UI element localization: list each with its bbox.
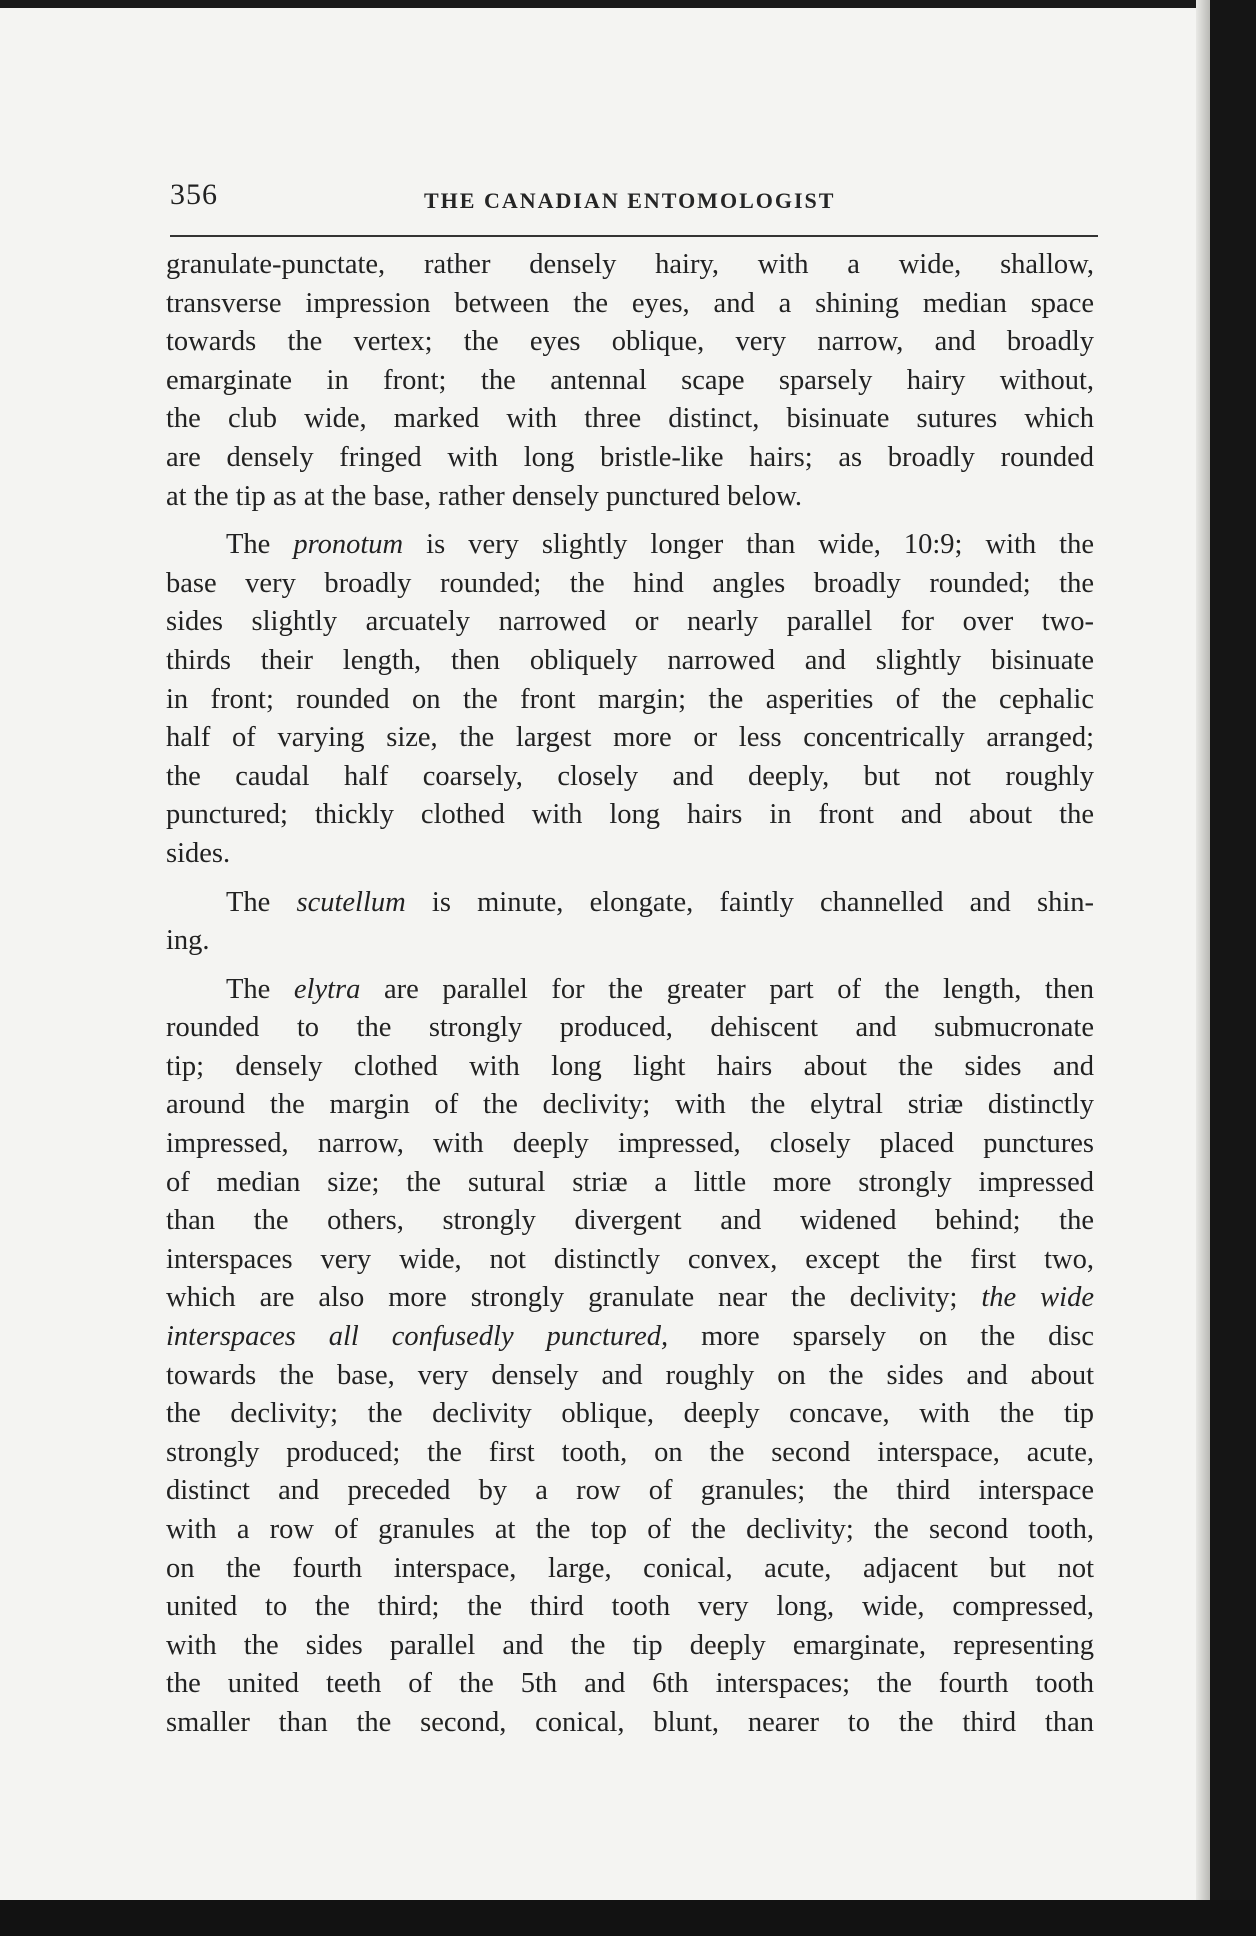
text-line: strongly produced; the first tooth, on the second interspace, acute, — [166, 1436, 1094, 1468]
text-line: sides. — [166, 837, 231, 869]
text-line: than the others, strongly divergent and widened behind; the — [166, 1205, 1094, 1237]
text-line: half of varying size, the largest more or less concentrically arranged; — [166, 722, 1094, 754]
page-gutter-shadow — [1196, 0, 1210, 1936]
text-line: united to the third; the third tooth very long, wide, compressed, — [166, 1591, 1094, 1623]
text-run: The — [226, 886, 297, 918]
text-line — [166, 971, 1094, 1010]
italic-phrase: interspaces all confusedly punctured, — [166, 1321, 669, 1353]
text-line: the united teeth of the 5th and 6th interspaces; the fourth tooth — [166, 1668, 1094, 1700]
body-text — [166, 246, 1094, 1738]
text-run: is minute, elongate, faintly channelled and shin- — [405, 886, 1094, 918]
text-run: The — [226, 973, 294, 1005]
text-line — [166, 526, 1094, 565]
italic-term: scutellum — [296, 886, 406, 918]
text-run: The — [226, 529, 294, 561]
text-line: distinct and preceded by a row of granules; the third interspace — [166, 1475, 1094, 1507]
text-line: punctured; thickly clothed with long hairs in front and about the — [166, 799, 1094, 831]
text-line: interspaces very wide, not distinctly convex, except the first two, — [166, 1243, 1094, 1275]
text-line: in front; rounded on the front margin; the asperities of the cephalic — [166, 683, 1094, 715]
text-line: the club wide, marked with three distinct, bisinuate sutures which — [166, 403, 1094, 435]
italic-phrase: the wide — [981, 1282, 1094, 1314]
text-line: base very broadly rounded; the hind angles broadly rounded; the — [166, 567, 1094, 599]
text-line: the declivity; the declivity oblique, deeply concave, with the tip — [166, 1398, 1094, 1430]
text-line — [166, 1318, 1094, 1357]
text-line: emarginate in front; the antennal scape sparsely hairy without, — [166, 364, 1094, 396]
text-line: tip; densely clothed with long light hairs about the sides and — [166, 1050, 1094, 1082]
text-line: at the tip as at the base, rather densely punctured below. — [166, 480, 803, 512]
text-line: the caudal half coarsely, closely and deeply, but not roughly — [166, 760, 1094, 792]
text-line: transverse impression between the eyes, and a shining median space — [166, 287, 1094, 319]
text-line: towards the base, very densely and roughly on the sides and about — [166, 1359, 1094, 1391]
text-line — [166, 884, 1094, 923]
text-line: impressed, narrow, with deeply impressed, closely placed punctures — [166, 1128, 1094, 1160]
scan-bottom-edge — [0, 1900, 1256, 1936]
paragraph-scutellum — [166, 884, 1094, 961]
paragraph-elytra — [166, 971, 1094, 1743]
text-run: which are also more strongly granulate near the declivity; — [166, 1282, 982, 1314]
text-line: thirds their length, then obliquely narrowed and slightly bisinuate — [166, 644, 1094, 676]
scan-top-edge — [0, 0, 1256, 8]
paragraph-pronotum — [166, 526, 1094, 873]
scan-binding-edge — [1210, 0, 1256, 1936]
text-line: on the fourth interspace, large, conical, acute, adjacent but not — [166, 1552, 1094, 1584]
text-line: towards the vertex; the eyes oblique, very narrow, and broadly — [166, 326, 1094, 358]
page-number: 356 — [170, 178, 218, 211]
text-run: are parallel for the greater part of the length, then — [360, 973, 1094, 1005]
header-rule — [170, 235, 1098, 237]
text-line: sides slightly arcuately narrowed or nearly parallel for over two- — [166, 606, 1094, 638]
text-line: smaller than the second, conical, blunt, nearer to the third than — [166, 1706, 1094, 1738]
page-header — [170, 178, 1098, 220]
text-run: more sparsely on the disc — [668, 1321, 1094, 1353]
text-line: rounded to the strongly produced, dehiscent and submucronate — [166, 1012, 1094, 1044]
text-line: around the margin of the declivity; with the elytral striæ distinctly — [166, 1089, 1094, 1121]
text-line: granulate-punctate, rather densely hairy, with a wide, shallow, — [166, 249, 1094, 280]
paragraph-1 — [166, 246, 1094, 516]
text-line: are densely fringed with long bristle-like hairs; as broadly rounded — [166, 441, 1094, 473]
text-line: with a row of granules at the top of the declivity; the second tooth, — [166, 1514, 1094, 1545]
italic-term: elytra — [293, 973, 361, 1005]
text-line — [166, 1279, 1094, 1318]
italic-term: pronotum — [293, 529, 404, 561]
running-title: THE CANADIAN ENTOMOLOGIST — [424, 188, 836, 213]
text-run: is very slightly longer than wide, 10:9; with the — [403, 529, 1094, 561]
text-line: of median size; the sutural striæ a little more strongly impressed — [166, 1166, 1094, 1198]
text-line: with the sides parallel and the tip deeply emarginate, representing — [166, 1629, 1094, 1661]
text-line: ing. — [166, 925, 210, 957]
